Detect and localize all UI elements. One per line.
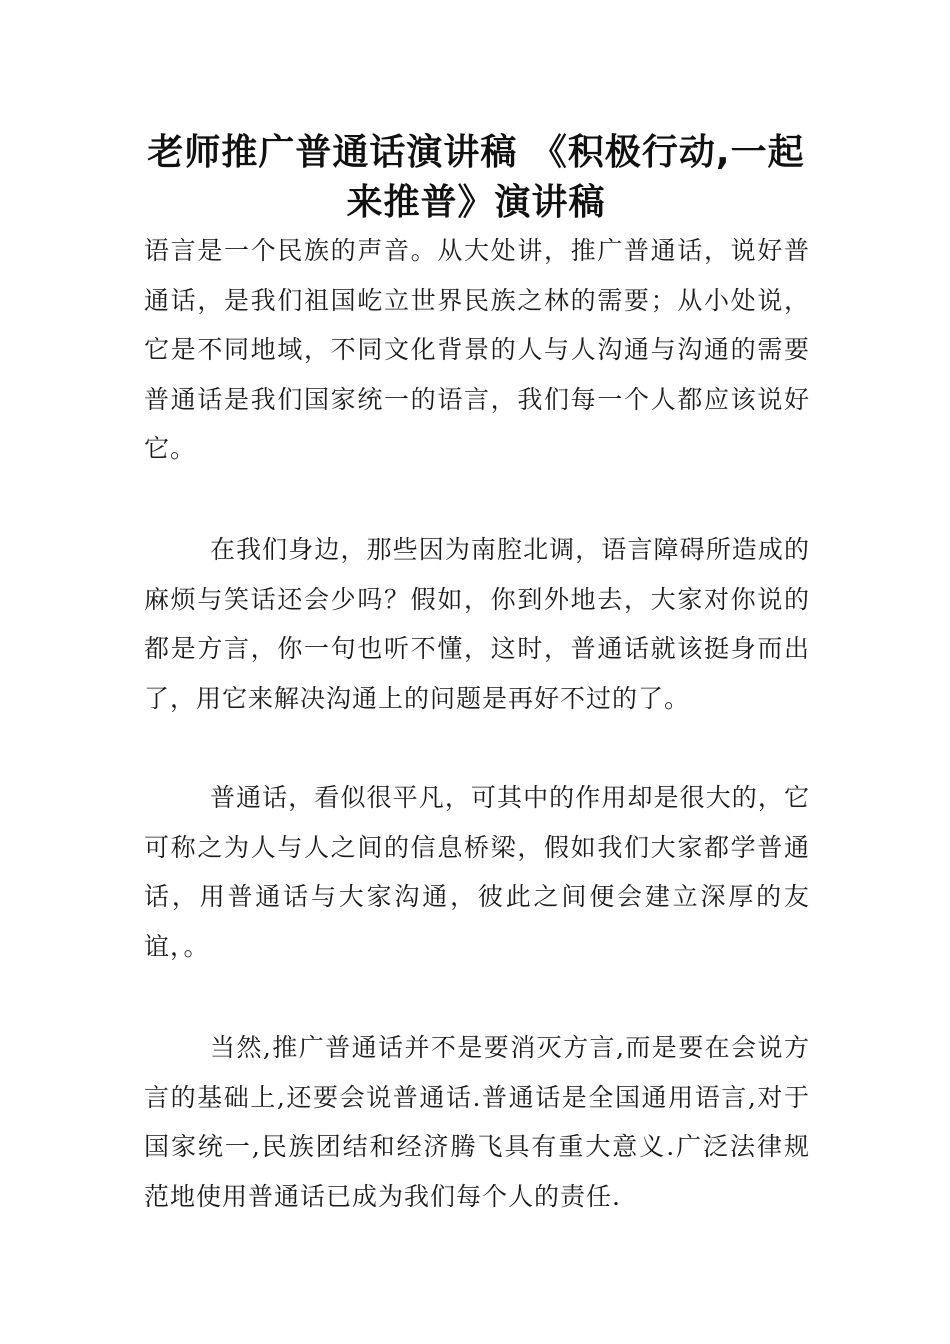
paragraph-3: 普通话，看似很平凡，可其中的作用却是很大的，它可称之为人与人之间的信息桥梁，假如我们大家都学普通话，用普通话与大家沟通，彼此之间便会建立深厚的友谊，。 <box>144 783 810 961</box>
paragraph-4: 当然,推广普通话并不是要消灭方言,而是要在会说方言的基础上,还要会说普通话.普通话是全国通用语言,对于国家统一,民族团结和经济腾飞具有重大意义.广泛法律规范地使用普通话已成为我们每个人的责任. <box>144 1033 810 1211</box>
paragraph-2: 在我们身边，那些因为南腔北调，语言障碍所造成的麻烦与笑话还会少吗？假如，你到外地去，大家对你说的都是方言，你一句也听不懂，这时，普通话就该挺身而出了，用它来解决沟通上的问题是再好不过的了。 <box>144 535 810 713</box>
document-title: 老师推广普通话演讲稿 《积极行动,一起来推普》演讲稿 <box>147 132 805 223</box>
paragraph-1: 语言是一个民族的声音。从大处讲，推广普通话，说好普通话，是我们祖国屹立世界民族之林的需要；从小处说，它是不同地域，不同文化背景的人与人沟通与沟通的需要普通话是我们国家统一的语言，我们每一个人都应该说好它。 <box>144 236 810 463</box>
